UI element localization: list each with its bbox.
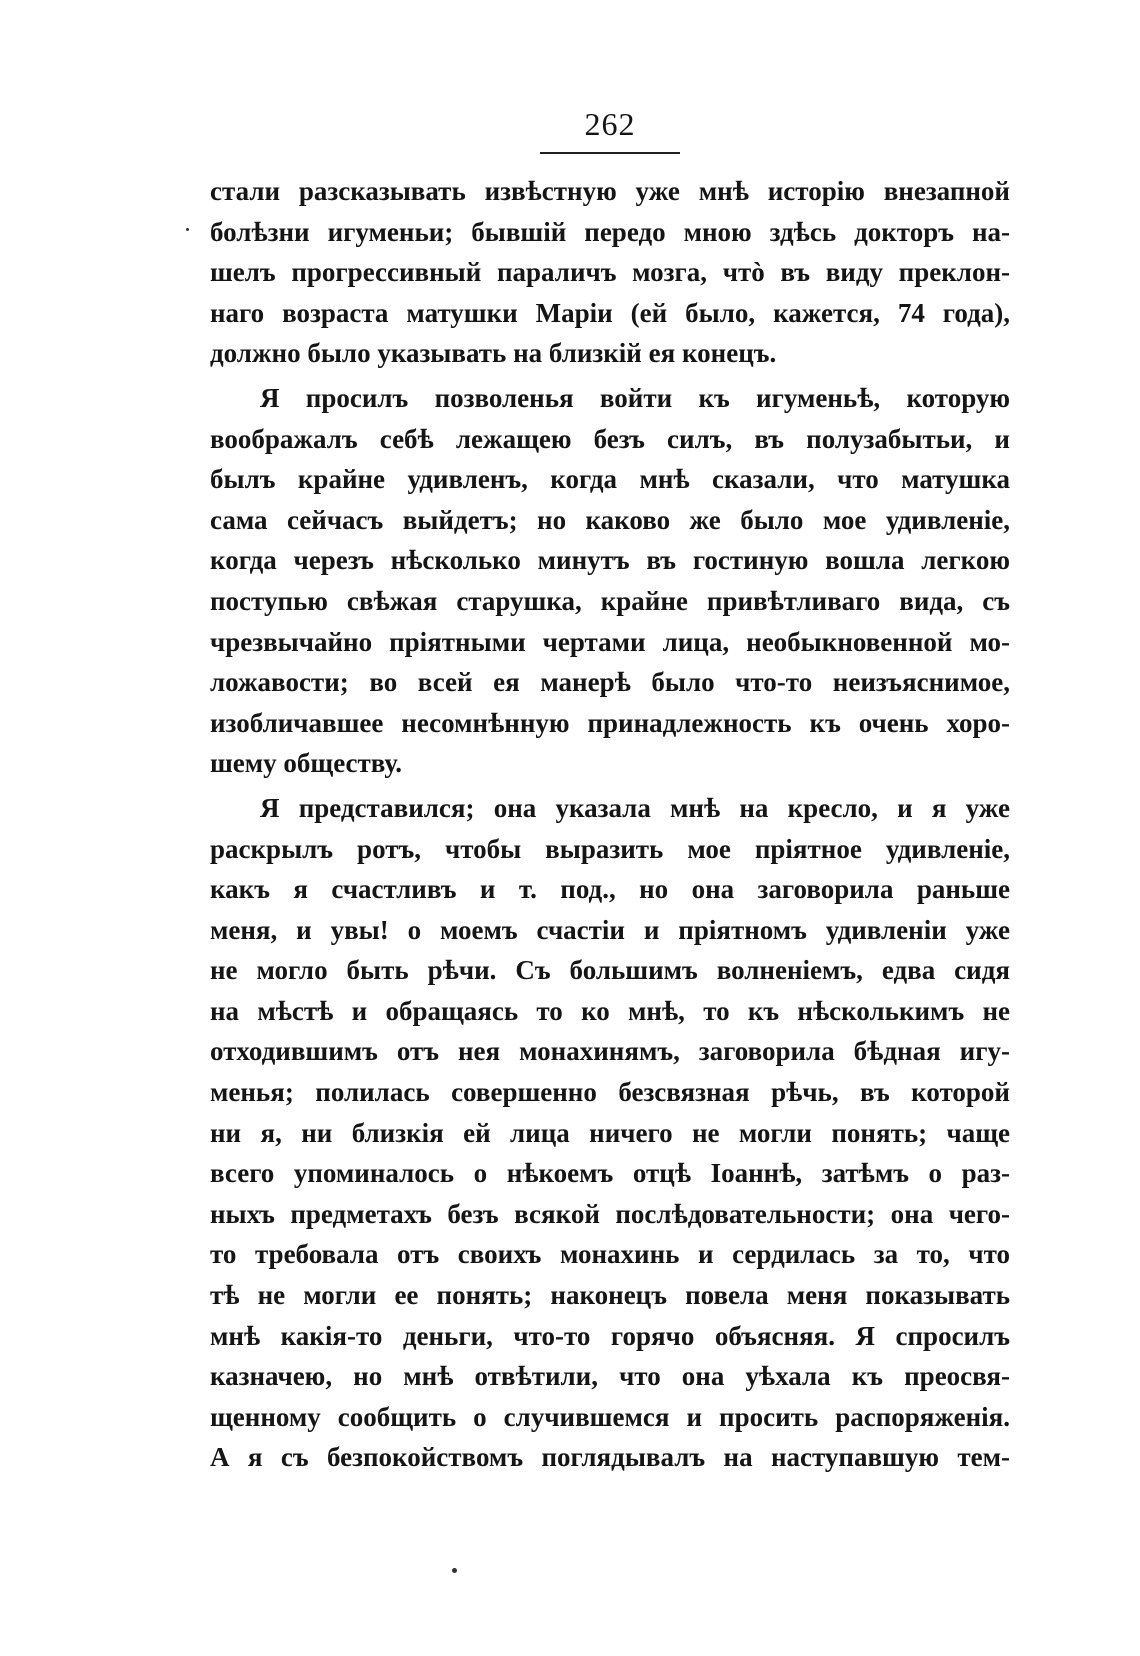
text-line: изобличавшее несомнѣнную принадлежность къ очень хоро- <box>210 707 1010 738</box>
text-line: шему обществу. <box>210 748 402 779</box>
text-line: А я съ безпокойствомъ поглядывалъ на наступавшую тем- <box>210 1442 1010 1473</box>
text-line: на мѣстѣ и обращаясь то ко мнѣ, то къ нѣсколькимъ не <box>210 995 1010 1026</box>
text-line: сама сейчасъ выйдетъ; но каково же было мое удивленіе, <box>210 504 1010 535</box>
text-line: должно было указывать на близкій ея конецъ. <box>210 338 777 369</box>
text-line: то требовала отъ своихъ монахинь и сердилась за то, что <box>210 1239 1010 1270</box>
text-line: былъ крайне удивленъ, когда мнѣ сказали, что матушка <box>210 464 1010 495</box>
text-line: поступью свѣжая старушка, крайне привѣтливаго вида, съ <box>210 585 1010 616</box>
text-line: тѣ не могли ее понять; наконецъ повела меня показывать <box>210 1280 1010 1311</box>
text-line: какъ я счастливъ и т. под., но она заговорила раньше <box>210 874 1010 905</box>
paragraph-first-line: Я представился; она указала мнѣ на кресло, и я уже <box>260 792 1010 823</box>
text-line: раскрылъ ротъ, чтобы выразить мое пріятное удивленіе, <box>210 833 1010 864</box>
text-line: стали разсказывать извѣстную уже мнѣ исторію внезапной <box>210 176 1010 206</box>
text-line: щенному сообщить о случившемся и просить распоряженія. <box>210 1401 1010 1432</box>
text-line: казначею, но мнѣ отвѣтили, что она уѣхала къ преосвя- <box>210 1361 1010 1392</box>
text-line: болѣзни игуменьи; бывшій передо мною здѣсь докторъ на- <box>210 216 1010 247</box>
text-line: меня, и увы! о моемъ счастіи и пріятномъ удивленіи уже <box>210 914 1010 945</box>
text-line: отходившимъ отъ нея монахинямъ, заговорила бѣдная игу- <box>210 1036 1010 1067</box>
text-line: ныхъ предметахъ безъ всякой послѣдовательности; она чего- <box>210 1198 1010 1229</box>
text-line: ни я, ни близкія ей лица ничего не могли понять; чаще <box>210 1117 1010 1148</box>
page-number: 262 <box>584 106 636 142</box>
text-line: всего упоминалось о нѣкоемъ отцѣ Іоаннѣ, затѣмъ о раз- <box>210 1158 1010 1189</box>
page-number-rule <box>540 152 680 154</box>
text-line: ложавости; во всей ея манерѣ было что-то неизъяснимое, <box>210 667 1010 698</box>
text-line: менья; полилась совершенно безсвязная рѣчь, въ которой <box>210 1077 1010 1108</box>
paper-speck <box>452 1568 457 1573</box>
text-line: чрезвычайно пріятными чертами лица, необыкновенной мо- <box>210 626 1010 657</box>
text-line: когда черезъ нѣсколько минутъ въ гостиную вошла легкою <box>210 545 1010 576</box>
body-text <box>210 171 1010 1478</box>
text-line: шелъ прогрессивный параличъ мозга, чтò въ виду преклон- <box>210 257 1010 288</box>
text-line: мнѣ какія-то деньги, что-то горячо объясняя. Я спросилъ <box>210 1320 1010 1351</box>
text-line: не могло быть рѣчи. Съ большимъ волненіемъ, едва сидя <box>210 955 1010 986</box>
paragraph-first-line: Я просилъ позволенья войти къ игуменьѣ, которую <box>260 382 1010 413</box>
paper-speck <box>186 228 189 231</box>
text-line: воображалъ себѣ лежащею безъ силъ, въ полузабытьи, и <box>210 423 1010 454</box>
text-line: наго возраста матушки Маріи (ей было, кажется, 74 года), <box>210 297 1010 328</box>
